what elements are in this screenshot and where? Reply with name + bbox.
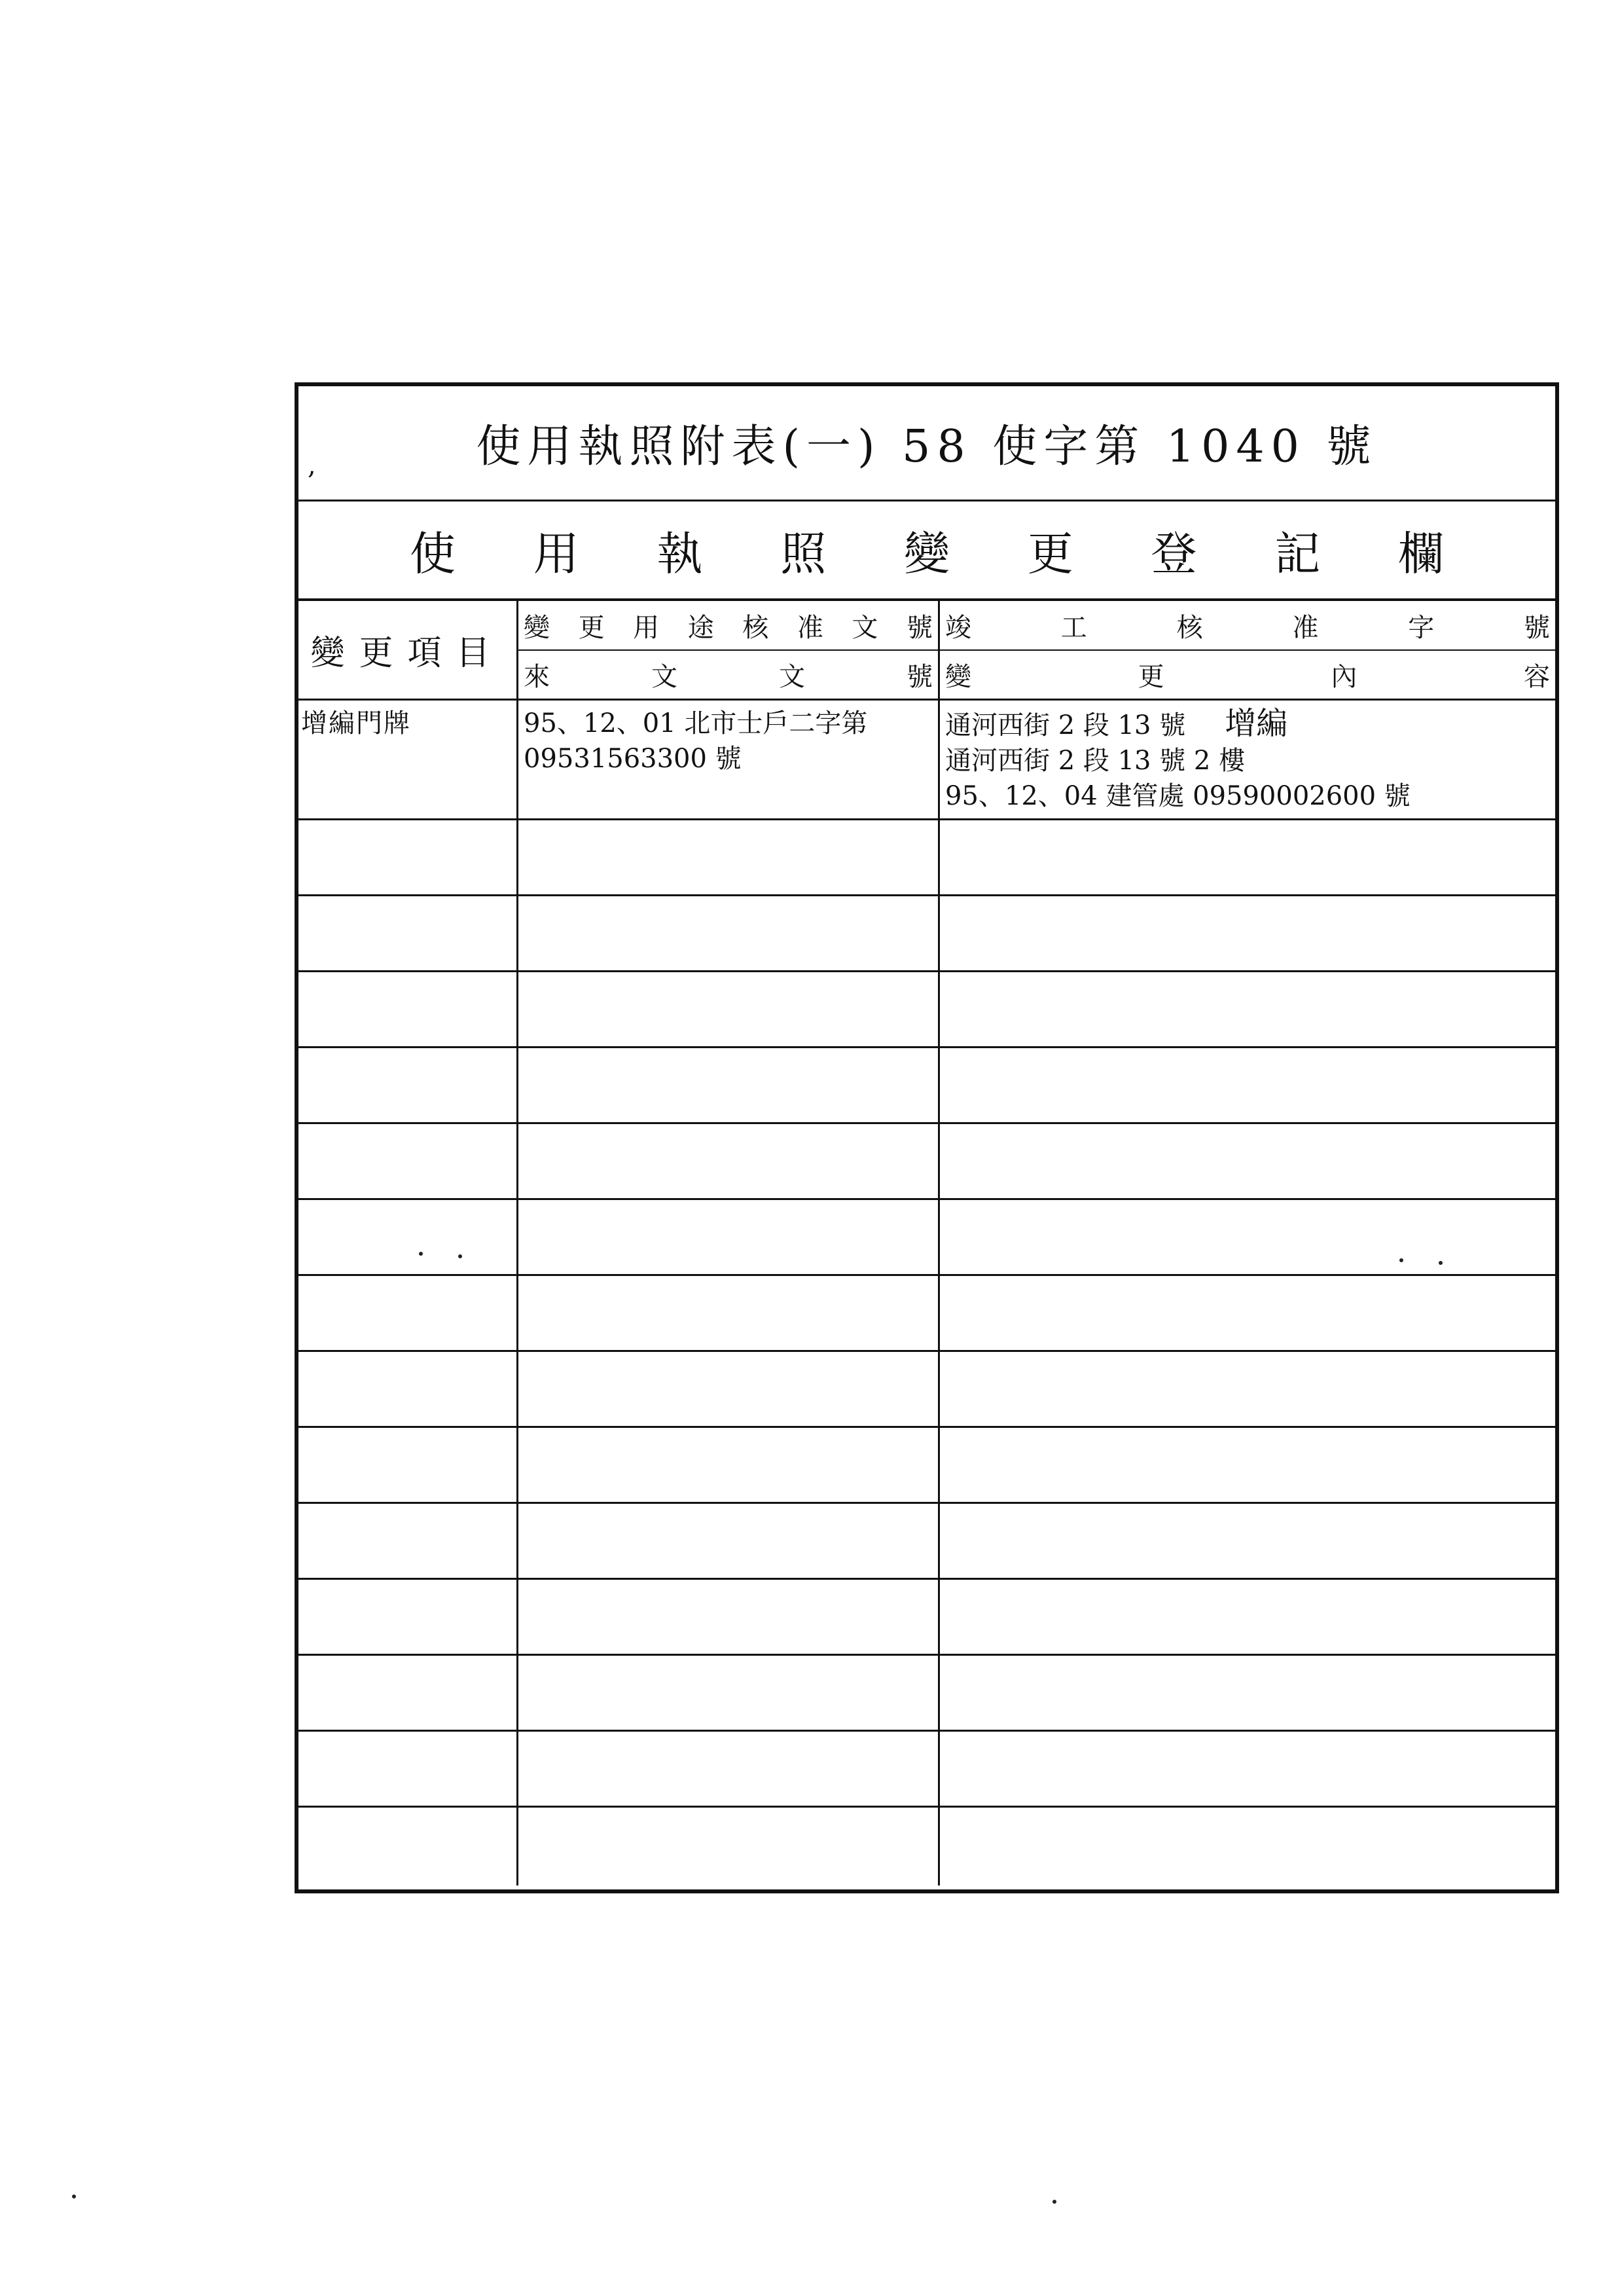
form-title — [298, 386, 1555, 501]
header-char: 文 — [779, 662, 805, 692]
empty-cell — [298, 896, 518, 970]
header-char: 號 — [907, 662, 933, 692]
form-subtitle — [298, 501, 1555, 601]
table-row — [298, 1200, 1555, 1276]
scan-speck — [1399, 1258, 1403, 1262]
subtitle-char: 更 — [1027, 526, 1073, 581]
empty-cell — [518, 972, 940, 1046]
table-row — [298, 1276, 1555, 1352]
table-row — [298, 1504, 1555, 1580]
header-char: 更 — [578, 612, 605, 643]
header-char: 字 — [1408, 612, 1435, 643]
empty-cell — [298, 1504, 518, 1578]
table-row — [298, 1428, 1555, 1504]
table-row — [298, 972, 1555, 1048]
empty-cell — [518, 1808, 940, 1886]
header-char: 容 — [1523, 662, 1550, 692]
header-incoming-doc-no — [518, 651, 940, 699]
row-change-item: 增編門牌 — [298, 701, 518, 818]
empty-cell — [518, 820, 940, 894]
subtitle-char: 使 — [410, 526, 456, 581]
doc-line: 09531563300 號 — [524, 744, 742, 774]
scan-speck — [419, 1252, 423, 1256]
empty-cell — [298, 1580, 518, 1654]
empty-cell — [518, 1352, 940, 1426]
empty-cell — [518, 1200, 940, 1274]
header-char: 准 — [797, 612, 823, 643]
subtitle-char: 用 — [533, 526, 579, 581]
table-row — [298, 1808, 1555, 1886]
empty-cell — [298, 1276, 518, 1350]
empty-cell — [298, 1200, 518, 1274]
usage-permit-attachment-form — [295, 382, 1559, 1893]
content-line: 通河西街 2 段 13 號 2 樓 — [945, 746, 1246, 776]
empty-cell — [298, 820, 518, 894]
empty-cell — [298, 1352, 518, 1426]
row-doc-number — [518, 701, 940, 818]
header-change-content — [940, 651, 1555, 699]
empty-cell — [518, 1504, 940, 1578]
header-char: 號 — [1523, 612, 1550, 643]
table-header — [298, 601, 1555, 701]
header-char: 變 — [524, 612, 550, 643]
empty-cell — [518, 1048, 940, 1122]
table-body — [298, 701, 1555, 1889]
empty-cell — [518, 896, 940, 970]
empty-cell — [940, 1124, 1555, 1198]
empty-cell — [940, 1580, 1555, 1654]
scan-speck — [458, 1254, 462, 1258]
empty-cell — [518, 1276, 940, 1350]
table-row — [298, 1352, 1555, 1428]
empty-cell — [298, 972, 518, 1046]
empty-cell — [298, 1656, 518, 1730]
header-char: 核 — [1176, 612, 1203, 643]
subtitle-char: 登 — [1151, 526, 1197, 581]
empty-cell — [518, 1656, 940, 1730]
empty-cell — [940, 1048, 1555, 1122]
empty-cell — [940, 896, 1555, 970]
empty-cell — [940, 1352, 1555, 1426]
empty-cell — [518, 1124, 940, 1198]
table-row — [298, 820, 1555, 896]
empty-cell — [298, 1808, 518, 1886]
title-mark: , — [308, 450, 323, 481]
empty-cell — [940, 972, 1555, 1046]
table-row — [298, 1732, 1555, 1808]
empty-cell — [940, 1428, 1555, 1502]
empty-cell — [298, 1124, 518, 1198]
empty-cell — [940, 1808, 1555, 1886]
subtitle-char: 欄 — [1398, 526, 1444, 581]
empty-cell — [518, 1732, 940, 1806]
subtitle-char: 變 — [904, 526, 950, 581]
header-char: 文 — [852, 612, 878, 643]
subtitle-char: 照 — [780, 526, 827, 581]
header-char: 途 — [687, 612, 714, 643]
header-char: 准 — [1292, 612, 1319, 643]
header-char: 竣 — [945, 612, 971, 643]
content-line: 95、12、04 建管處 09590002600 號 — [945, 781, 1411, 811]
empty-cell — [940, 1656, 1555, 1730]
empty-cell — [298, 1428, 518, 1502]
empty-cell — [298, 1048, 518, 1122]
header-approval-doc-no — [518, 601, 940, 651]
content-line — [945, 706, 1550, 743]
header-char: 核 — [742, 612, 769, 643]
table-row — [298, 1580, 1555, 1656]
table-row — [298, 701, 1555, 820]
header-char: 來 — [524, 662, 550, 692]
subtitle-char: 執 — [656, 526, 703, 581]
empty-cell — [940, 1276, 1555, 1350]
empty-cell — [940, 820, 1555, 894]
subtitle-char: 記 — [1274, 526, 1321, 581]
scan-speck — [72, 2195, 76, 2198]
empty-cell — [298, 1732, 518, 1806]
scan-speck — [1052, 2200, 1056, 2204]
header-change-item: 變更項目 — [298, 601, 518, 699]
empty-cell — [518, 1580, 940, 1654]
header-char: 用 — [633, 612, 660, 643]
table-row — [298, 1048, 1555, 1124]
row-change-content — [940, 701, 1555, 818]
empty-cell — [940, 1200, 1555, 1274]
header-char: 內 — [1331, 662, 1357, 692]
content-tag: 增編 — [1225, 705, 1288, 742]
table-row — [298, 896, 1555, 972]
header-char: 號 — [906, 612, 933, 643]
empty-cell — [940, 1504, 1555, 1578]
header-char: 更 — [1138, 662, 1164, 692]
header-completion-no — [940, 601, 1555, 651]
empty-cell — [940, 1732, 1555, 1806]
table-row — [298, 1124, 1555, 1200]
header-char: 文 — [651, 662, 677, 692]
table-row — [298, 1656, 1555, 1732]
form-title-text: 使用執照附表(一) 58 使字第 1040 號 — [476, 421, 1378, 473]
header-char: 變 — [945, 662, 971, 692]
header-char: 工 — [1060, 612, 1087, 643]
content-address: 通河西街 2 段 13 號 — [945, 710, 1186, 740]
doc-line: 95、12、01 北市士戶二字第 — [524, 708, 868, 738]
empty-cell — [518, 1428, 940, 1502]
scan-speck — [1439, 1261, 1443, 1265]
